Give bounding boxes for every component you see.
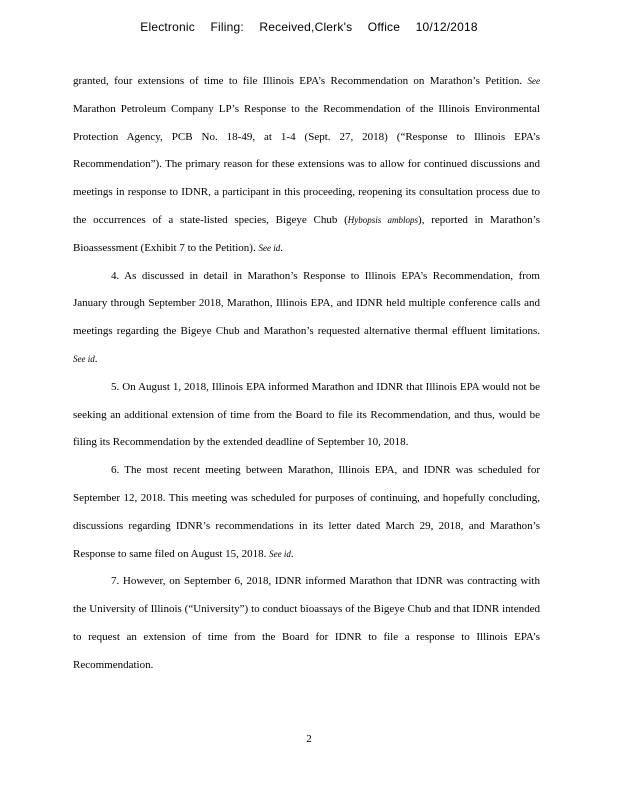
- citation-signal: See id: [73, 353, 95, 364]
- citation-signal: See id: [258, 242, 281, 253]
- paragraph-4: [73, 263, 540, 374]
- paragraph-7: [73, 568, 540, 679]
- page-number: 2: [306, 733, 312, 745]
- text: granted, four extensions of time to file Illinois EPA’s Recommendation on Marathon’s Petition.: [73, 75, 528, 87]
- species-name: Hybopsis amblops: [347, 214, 419, 225]
- text: 4. As discussed in detail in Marathon’s Response to Illinois EPA’s Recommendation, from January through September 2018, Marathon, Illinois EPA, and IDNR held multiple conference calls and meetings regarding the Bigeye Chub and Marathon’s requested alternative thermal effluent limitations.: [73, 269, 540, 338]
- text: .: [290, 547, 294, 560]
- italic-text: See: [527, 76, 540, 86]
- text: .: [280, 241, 283, 254]
- citation-signal: See id: [269, 548, 291, 559]
- text: .: [94, 352, 98, 365]
- filing-header: Electronic Filing: Received,Clerk's Office 10/12/2018: [140, 20, 478, 34]
- text: 6. The most recent meeting between Marathon, Illinois EPA, and IDNR was scheduled for September 12, 2018. This meeting was scheduled for purposes of continuing, and hopefully concluding, discussions regarding IDNR’s recommendations in its letter dated March 29, 2018, and Marathon’s Response to same filed on August 15, 2018.: [73, 464, 540, 560]
- document-body: [73, 68, 540, 680]
- text: 7. However, on September 6, 2018, IDNR informed Marathon that IDNR was contracting with the University of Illinois (“University”) to conduct bioassays of the Bigeye Chub and that IDNR intended to request an extension of time from the Board for IDNR to file a response to Illinois EPA’s Recommendation.: [73, 575, 540, 671]
- text: 5. On August 1, 2018, Illinois EPA informed Marathon and IDNR that Illinois EPA would not be seeking an additional extension of time from the Board to file its Recommendation, and thus, would be filing its Recommendation by the extended deadline of September 10, 2018.: [73, 380, 540, 449]
- text: Marathon Petroleum Company LP’s Response to the Recommendation of the Illinois Environmental Protection Agency, PCB No. 18-49, at 1-4 (Sept. 27, 2018) (“Response to Illinois EPA’s Recommendation”). The primary reason for these extensions was to allow for continued discussions and meetings in response to IDNR, a participant in this proceeding, reopening its consultation process due to the occurrences of a state-listed species, Bigeye Chub (: [73, 102, 540, 226]
- text: ), reported in Marathon’s Bioassessment (Exhibit 7 to the Petition).: [73, 213, 540, 254]
- paragraph-continued: [73, 68, 540, 263]
- paragraph-5: [73, 374, 540, 457]
- paragraph-6: [73, 457, 540, 568]
